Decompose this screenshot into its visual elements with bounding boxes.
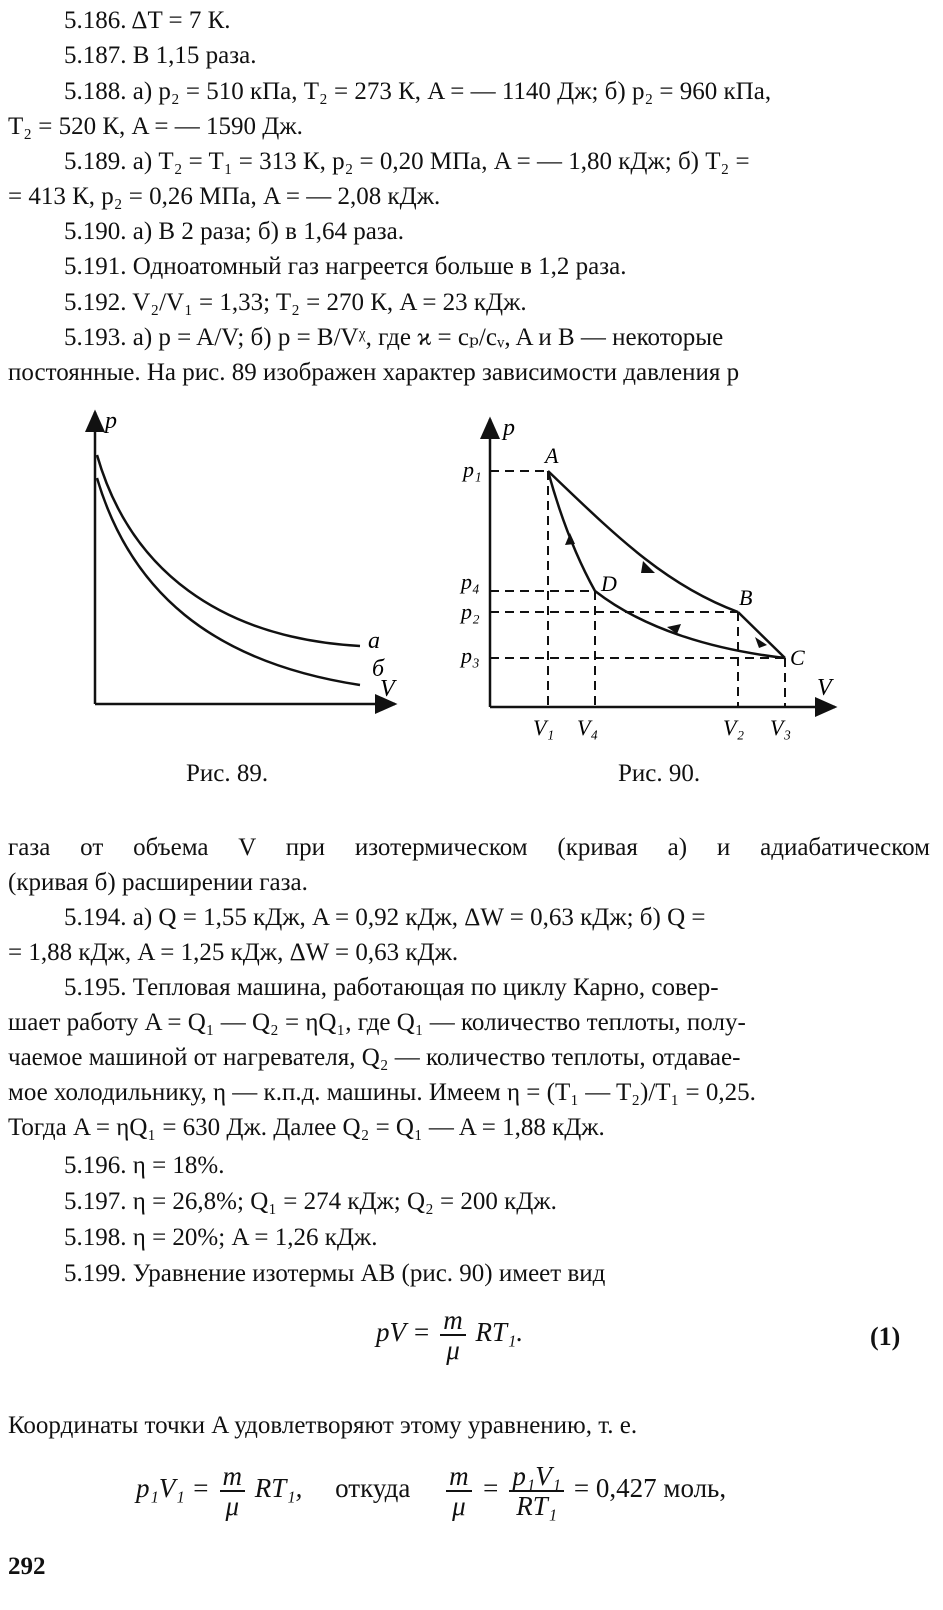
answer-5-195-l2: шает работу A = Q₁ — Q₂ = ηQ₁, где Q₁ — количество теплоты, полу- (8, 1009, 746, 1036)
answer-5-195-l4: мое холодильнику, η — к.п.д. машины. Имеем η = (T₁ — T₂)/T₁ = 0,25. (8, 1079, 756, 1106)
formula-1-fraction (440, 1306, 466, 1364)
formula-2-a-left: p₁V₁ = (136, 1473, 210, 1504)
answer-5-197: 5.197. η = 26,8%; Q₁ = 274 кДж; Q₂ = 200 кДж. (64, 1188, 557, 1215)
formula-1 (376, 1306, 523, 1364)
answer-5-199: 5.199. Уравнение изотермы AB (рис. 90) имеет вид (64, 1260, 606, 1287)
fig90-caption: Рис. 90. (618, 760, 701, 787)
answer-5-195: 5.195. Тепловая машина, работающая по циклу Карно, совер- (64, 974, 719, 1001)
answer-5-186: 5.186. ΔT = 7 К. (64, 7, 231, 34)
answer-5-193-text: газа от объема V при изотермическом (кривая а) и адиабатическом (8, 834, 930, 861)
formula-2-eq: = (481, 1473, 500, 1504)
fig90-axis-p: p (503, 415, 515, 441)
fig89-axis-p: p (105, 408, 117, 434)
equation-number: (1) (870, 1322, 901, 1351)
formula-2-c-den: RT₁ (516, 1491, 558, 1521)
answer-5-190: 5.190. а) В 2 раза; б) в 1,64 раза. (64, 218, 405, 245)
answer-5-196: 5.196. η = 18%. (64, 1152, 225, 1179)
fig90-label-v3: V₃ (770, 715, 792, 740)
answer-5-198: 5.198. η = 20%; A = 1,26 кДж. (64, 1224, 378, 1251)
fig90-label-p1: p₁ (463, 457, 482, 482)
fig90-label-p2: p₂ (461, 599, 480, 624)
fig90-label-v4: V₄ (577, 715, 599, 740)
formula-2-a-num: m (220, 1462, 246, 1492)
answer-5-189-cont: = 413 К, p₂ = 0,26 МПа, A = — 2,08 кДж. (8, 183, 441, 210)
answer-5-195-l3: чаемое машиной от нагревателя, Q₂ — количество теплоты, отдавае- (8, 1044, 741, 1071)
formula-2-result: = 0,427 моль, (573, 1473, 727, 1504)
formula-1-num: m (440, 1306, 466, 1336)
fig89-caption: Рис. 89. (186, 760, 269, 787)
fig90-point-c: C (790, 645, 805, 670)
fig90-point-b: B (739, 585, 753, 610)
formula-2-a-den: μ (225, 1491, 240, 1521)
formula-2-b-num: m (446, 1462, 472, 1492)
answer-5-195-l5: Тогда A = ηQ₁ = 630 Дж. Далее Q₂ = Q₁ — A = 1,88 кДж. (8, 1114, 605, 1141)
fig90-point-a: A (545, 443, 559, 468)
answer-5-189: 5.189. а) T₂ = T₁ = 313 К, p₂ = 0,20 МПа, A = — 1,80 кДж; б) T₂ = (64, 148, 750, 175)
answer-5-194: 5.194. а) Q = 1,55 кДж, A = 0,92 кДж, ΔW = 0,63 кДж; б) Q = (64, 904, 706, 931)
fig89-label-a: а (368, 628, 380, 654)
fig89-axis-v: V (380, 676, 395, 702)
formula-1-left: pV = (376, 1317, 431, 1348)
fig90-label-v1: V₁ (533, 715, 555, 740)
text-coordinates-a: Координаты точки A удовлетворяют этому уравнению, т. е. (8, 1412, 638, 1439)
fig90-cycle (548, 471, 785, 658)
fig90-label-p3: p₃ (461, 643, 480, 668)
formula-2 (136, 1462, 726, 1520)
formula-1-right: RT₁. (475, 1317, 524, 1348)
fig90-axis-v: V (817, 675, 832, 701)
answer-5-194-cont: = 1,88 кДж, A = 1,25 кДж, ΔW = 0,63 кДж. (8, 939, 459, 966)
fig89-label-b: б (372, 656, 385, 682)
formula-2-c-fraction (509, 1462, 564, 1520)
page-number: 292 (8, 1553, 46, 1580)
formula-2-b-fraction (446, 1462, 472, 1520)
formula-2-c-num: p₁V₁ (509, 1462, 564, 1492)
fig89-curve-b (97, 478, 360, 685)
answer-5-193-end: (кривая б) расширении газа. (8, 869, 308, 896)
answer-5-187: 5.187. В 1,15 раза. (64, 42, 257, 69)
formula-1-den: μ (446, 1335, 460, 1365)
fig90-label-p4: p₄ (461, 569, 480, 594)
fig89-curve-a (97, 455, 360, 646)
answer-5-191: 5.191. Одноатомный газ нагреется больше в 1,2 раза. (64, 253, 627, 280)
answer-5-193: 5.193. а) p = A/V; б) p = B/Vᵡ, где ϰ = cₚ/cᵥ, A и B — некоторые (64, 324, 724, 351)
answer-5-193-cont: постоянные. На рис. 89 изображен характер зависимости давления p (8, 359, 740, 386)
formula-2-word: откуда (335, 1473, 411, 1504)
figure-89 (60, 400, 420, 730)
answer-5-188-cont: T₂ = 520 К, A = — 1590 Дж. (8, 113, 303, 140)
figure-90 (455, 405, 845, 745)
fig90-point-d: D (601, 571, 617, 596)
formula-2-b-den: μ (452, 1491, 466, 1521)
answer-5-192: 5.192. V₂/V₁ = 1,33; T₂ = 270 К, A = 23 кДж. (64, 289, 527, 316)
fig90-label-v2: V₂ (723, 715, 745, 740)
answer-5-188: 5.188. а) p₂ = 510 кПа, T₂ = 273 К, A = — 1140 Дж; б) p₂ = 960 кПа, (64, 78, 772, 105)
formula-2-a-fraction (220, 1462, 246, 1520)
formula-2-a-right: RT₁, (254, 1473, 303, 1504)
